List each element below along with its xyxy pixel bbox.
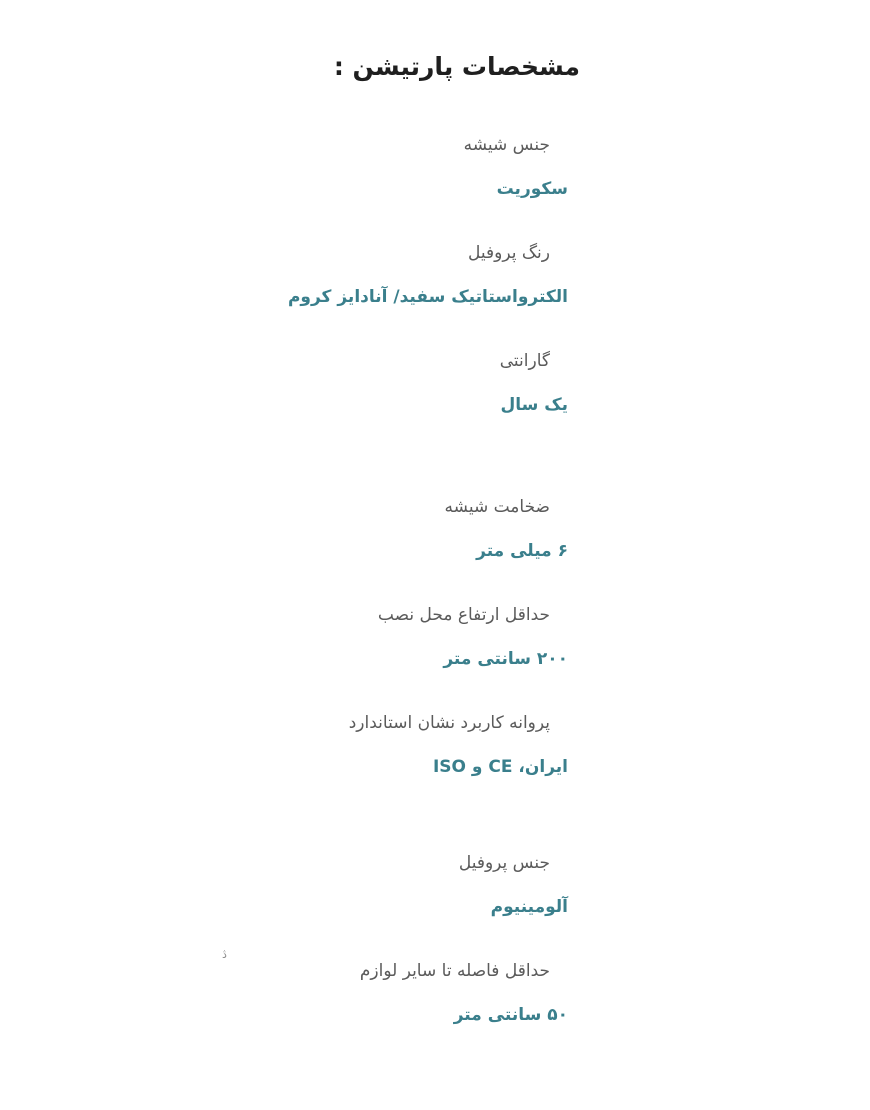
spec-glass-thickness	[445, 496, 568, 562]
spec-value: ۵۰ سانتی متر	[453, 1005, 568, 1025]
spec-value: ۲۰۰ سانتی متر	[443, 649, 568, 669]
spec-glass-material	[464, 134, 568, 200]
spec-label: رنگ پروفیل	[467, 243, 550, 263]
spec-label: پروانه کاربرد نشان استاندارد	[348, 713, 550, 733]
spec-profile-material	[459, 852, 568, 918]
spec-min-install-height	[378, 604, 568, 670]
spec-value: ۶ میلی متر	[476, 541, 568, 561]
spec-label: جنس شیشه	[463, 135, 550, 155]
spec-min-distance	[360, 960, 568, 1026]
spec-label: حداقل فاصله تا سایر لوازم	[359, 961, 550, 981]
spec-label: حداقل ارتفاع محل نصب	[377, 605, 550, 625]
spec-value: آلومینیوم	[490, 897, 568, 917]
spec-profile-color	[288, 242, 568, 308]
spec-label: جنس پروفیل	[458, 853, 550, 873]
spec-label: ضخامت شیشه	[444, 497, 550, 517]
spec-value: الکترواستاتیک سفید/ آنادایز کروم	[287, 287, 568, 307]
spec-value: سکوریت	[496, 179, 568, 199]
stray-mark: ڎ	[222, 948, 227, 961]
spec-warranty	[500, 350, 568, 416]
spec-value: یک سال	[500, 395, 568, 415]
page-title: مشخصات پارتیشن :	[333, 52, 580, 81]
spec-standard-license	[349, 712, 568, 778]
spec-label: گارانتی	[499, 351, 550, 371]
spec-value: ایران، CE و ISO	[432, 757, 568, 777]
